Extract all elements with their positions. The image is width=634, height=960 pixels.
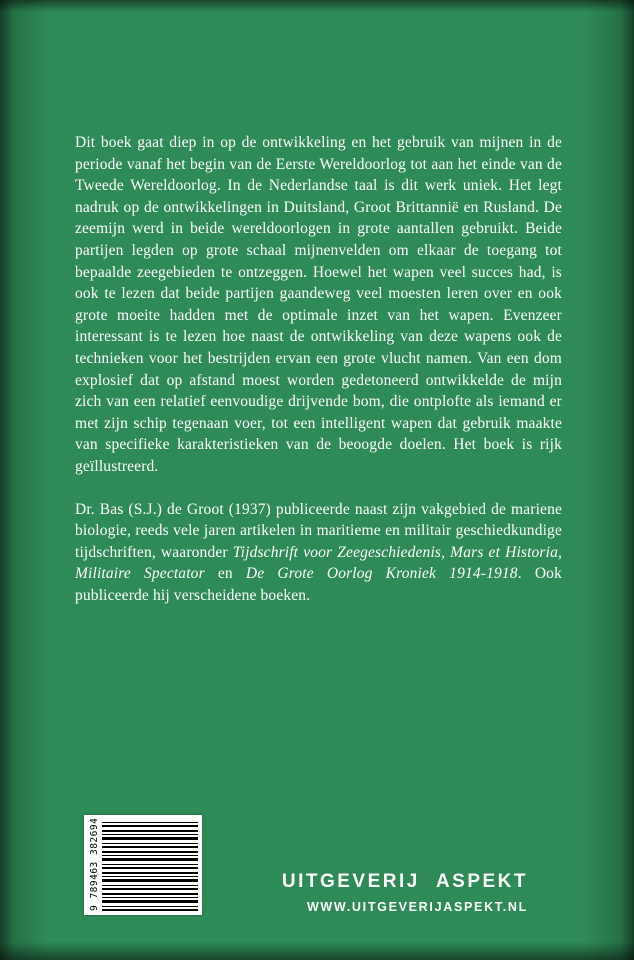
author-bio-paragraph: Dr. Bas (S.J.) de Groot (1937) publiceerde naast zijn vakgebied de mariene biologie, reeds vele jaren artikelen in maritieme en militair geschiedkundige tijdschriften, waaronder Tijdschrift voor Zeegeschiedenis, Mars et Historia, Militaire Spectator en De Grote Oorlog Kroniek 1914-1918. Ook publiceerde hij verscheidene boeken.	[75, 500, 562, 604]
barcode-rotated-wrapper	[88, 819, 198, 911]
synopsis-paragraph: Dit boek gaat diep in op de ontwikkeling en het gebruik van mijnen in de periode vanaf het begin van de Eerste Wereldoorlog tot aan het einde van de Tweede Wereldoorlog. In de Nederlandse taal is dit werk uniek. Het legt nadruk op de ontwikkelingen in Duitsland, Groot Brittannië en Rusland. De zeemijn werd in beide wereldoorlogen in grote aantallen gebruikt. Beide partijen legden op grote schaal mijnenvelden om elkaar de toegang tot bepaalde zeegebieden te ontzeggen. Hoewel het wapen veel succes had, is ook te lezen dat beide partijen gaandeweg veel moesten leren over en ook grote moeite hadden met de optimale inzet van het wapen. Evenzeer interessant is te lezen hoe naast de ontwikkeling van deze wapens ook de technieken voor het bestrijden ervan een grote vlucht namen. Van een dom explosief dat op afstand moest worden gedetoneerd ontwikkelde de mijn zich van een relatief eenvoudige drijvende bom, die ontplofte als iemand er met zijn schip tegenaan voer, tot een intelligent wapen dat gebruik maakte van specifieke karakteristieken van de beoogde doelen. Het boek is rijk geïllustreerd.	[75, 134, 562, 475]
publisher-name: UITGEVERIJ ASPEKT	[281, 871, 528, 892]
isbn-barcode	[84, 815, 202, 915]
back-cover-text	[75, 132, 562, 627]
publisher-block	[282, 871, 528, 914]
barcode-bars	[102, 819, 198, 911]
isbn-number: 9 789463 382694	[89, 817, 100, 911]
publisher-website: WWW.UITGEVERIJASPEKT.NL	[306, 900, 528, 914]
